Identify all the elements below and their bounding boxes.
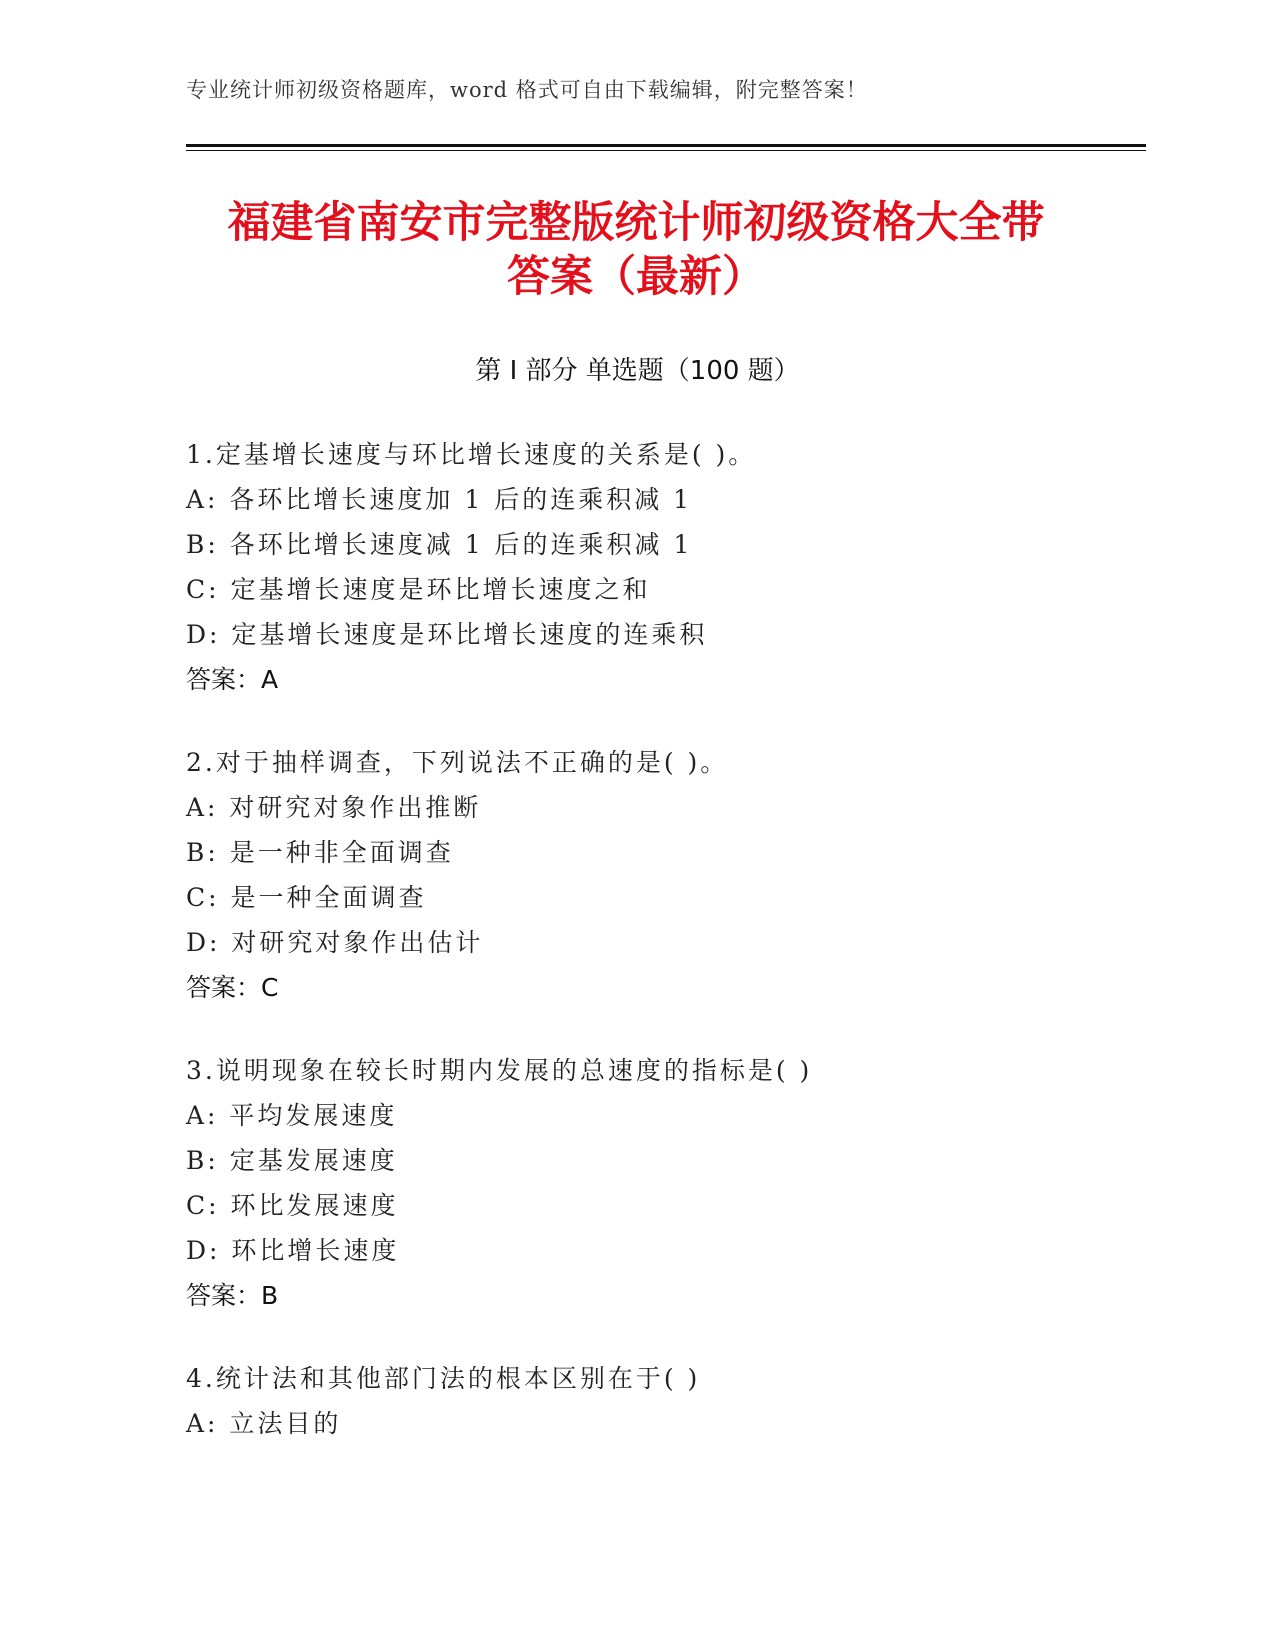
question-stem: 4.统计法和其他部门法的根本区别在于( ) [186,1364,701,1393]
question-list [186,440,1136,1507]
header-divider-thin [186,150,1146,151]
document-title [186,196,1086,304]
question-stem: 3.说明现象在较长时期内发展的总速度的指标是( ) [186,1056,813,1085]
answer: 答案：A [186,665,279,694]
header-divider-thick [186,144,1146,147]
question-3 [186,1056,1136,1311]
option-b: B: 是一种非全面调查 [186,838,454,867]
document-title-line-1: 福建省南安市完整版统计师初级资格大全带 [227,198,1045,248]
option-b: B: 各环比增长速度减 1 后的连乘积减 1 [186,530,693,559]
question-stem: 2.对于抽样调查，下列说法不正确的是( )。 [186,748,729,777]
option-a: A: 对研究对象作出推断 [186,793,482,822]
header-note: 专业统计师初级资格题库，word 格式可自由下载编辑，附完整答案！ [186,78,868,102]
option-c: C: 定基增长速度是环比增长速度之和 [186,575,651,604]
option-d: D: 定基增长速度是环比增长速度的连乘积 [186,620,708,649]
option-c: C: 是一种全面调查 [186,883,427,912]
option-c: C: 环比发展速度 [186,1191,399,1220]
question-2 [186,748,1136,1003]
document-title-line-2: 答案（最新） [507,252,765,302]
option-a: A: 各环比增长速度加 1 后的连乘积减 1 [186,485,693,514]
question-1 [186,440,1136,695]
answer: 答案：C [186,973,279,1002]
option-d: D: 对研究对象作出估计 [186,928,484,957]
option-a: A: 立法目的 [186,1409,342,1438]
option-b: B: 定基发展速度 [186,1146,398,1175]
option-d: D: 环比增长速度 [186,1236,400,1265]
answer: 答案：B [186,1281,279,1310]
option-a: A: 平均发展速度 [186,1101,398,1130]
section-title: 第 I 部分 单选题（100 题） [475,356,800,386]
question-4 [186,1364,1136,1454]
question-stem: 1.定基增长速度与环比增长速度的关系是( )。 [186,440,757,469]
